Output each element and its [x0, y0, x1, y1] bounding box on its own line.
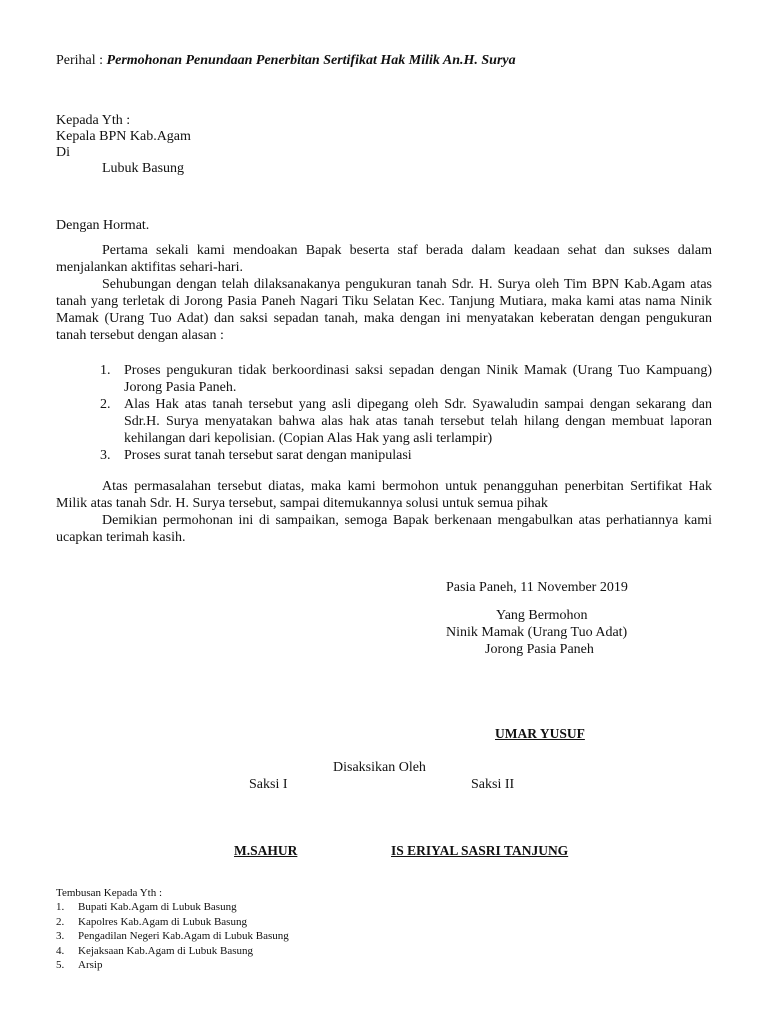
- recipient-line-2: Kepala BPN Kab.Agam: [56, 129, 191, 144]
- list-item: [56, 958, 289, 973]
- list-item: [56, 944, 289, 959]
- list-item-text: Proses surat tanah tersebut sarat dengan manipulasi: [124, 448, 412, 463]
- list-item-number: 2.: [56, 915, 65, 928]
- recipient-line-3: Di: [56, 145, 70, 160]
- list-item-number: 5.: [56, 959, 65, 971]
- place-date: Pasia Paneh, 11 November 2019: [446, 580, 628, 595]
- list-item-text: Kejaksaan Kab.Agam di Lubuk Basung: [78, 944, 254, 957]
- greeting: Dengan Hormat.: [56, 218, 150, 233]
- list-item: [56, 915, 289, 930]
- signer-line-2: Ninik Mamak (Urang Tuo Adat): [446, 625, 628, 640]
- recipient-line-4: Lubuk Basung: [102, 161, 185, 176]
- paragraph-4: Demikian permohonan ini di sampaikan, semoga Bapak berkenaan mengabulkan atas perhatiannya kami ucapkan terimah kasih.: [56, 513, 712, 545]
- cc-list: [56, 900, 289, 973]
- signer-line-1: Yang Bermohon: [496, 608, 588, 623]
- witness-heading: Disaksikan Oleh: [333, 760, 426, 775]
- witness-name-1: M.SAHUR: [234, 843, 298, 858]
- list-item: [56, 900, 289, 915]
- list-item: [100, 362, 712, 396]
- list-item-text: Arsip: [78, 959, 103, 971]
- list-item-number: 4.: [56, 944, 65, 957]
- list-item: [56, 929, 289, 944]
- cc-heading: Tembusan Kepada Yth :: [56, 887, 163, 899]
- list-item-text: Pengadilan Negeri Kab.Agam di Lubuk Basung: [78, 930, 289, 942]
- paragraph-2: Sehubungan dengan telah dilaksanakanya pengukuran tanah Sdr. H. Surya oleh Tim BPN Kab.Agam atas tanah yang terletak di Jorong Pasia Paneh Nagari Tiku Selatan Kec. Tanjung Mutiara, maka kami atas nama Ninik Mamak (Urang Tuo Adat) dan saksi sepadan tanah, maka dengan ini menyatakan keberatan dengan pengukuran tanah tersebut dengan alasan :: [56, 277, 712, 343]
- list-item-number: 1.: [56, 901, 65, 913]
- witness-label-2: Saksi II: [471, 777, 515, 792]
- paragraph-1: Pertama sekali kami mendoakan Bapak beserta staf berada dalam keadaan sehat dan sukses dalam menjalankan aktifitas sehari-hari.: [56, 243, 712, 275]
- signer-line-3: Jorong Pasia Paneh: [485, 642, 594, 657]
- perihal-subject: Permohonan Penundaan Penerbitan Sertifikat Hak Milik An.H. Surya: [106, 53, 516, 68]
- list-item-number: 2.: [100, 397, 111, 412]
- subject-line: [56, 52, 516, 69]
- list-item: [100, 396, 712, 447]
- list-item-text: Alas Hak atas tanah tersebut yang asli dipegang oleh Sdr. Syawaludin sampai dengan sekarang dan Sdr.H. Surya menyatakan bahwa alas hak atas tanah tersebut telah hilang dengan membuat laporan kehilangan dari kepolisian. (Copian Alas Hak yang asli terlampir): [124, 397, 712, 446]
- list-item-text: Bupati Kab.Agam di Lubuk Basung: [78, 901, 237, 913]
- list-item-number: 1.: [100, 363, 111, 378]
- list-item: [100, 447, 712, 464]
- recipient-line-1: Kepada Yth :: [56, 113, 131, 128]
- witness-label-1: Saksi I: [249, 777, 288, 792]
- reasons-list: [100, 362, 712, 464]
- signer-name: UMAR YUSUF: [495, 726, 585, 741]
- list-item-number: 3.: [56, 930, 65, 942]
- witness-name-2: IS ERIYAL SASRI TANJUNG: [391, 843, 569, 858]
- paragraph-3: Atas permasalahan tersebut diatas, maka kami bermohon untuk penangguhan penerbitan Sertifikat Hak Milik atas tanah Sdr. H. Surya tersebut, sampai ditemukannya solusi untuk semua pihak: [56, 479, 712, 511]
- perihal-label: Perihal :: [56, 53, 104, 68]
- list-item-text: Kapolres Kab.Agam di Lubuk Basung: [78, 915, 247, 928]
- list-item-text: Proses pengukuran tidak berkoordinasi saksi sepadan dengan Ninik Mamak (Urang Tuo Kampuang) Jorong Pasia Paneh.: [124, 363, 712, 395]
- list-item-number: 3.: [100, 448, 111, 463]
